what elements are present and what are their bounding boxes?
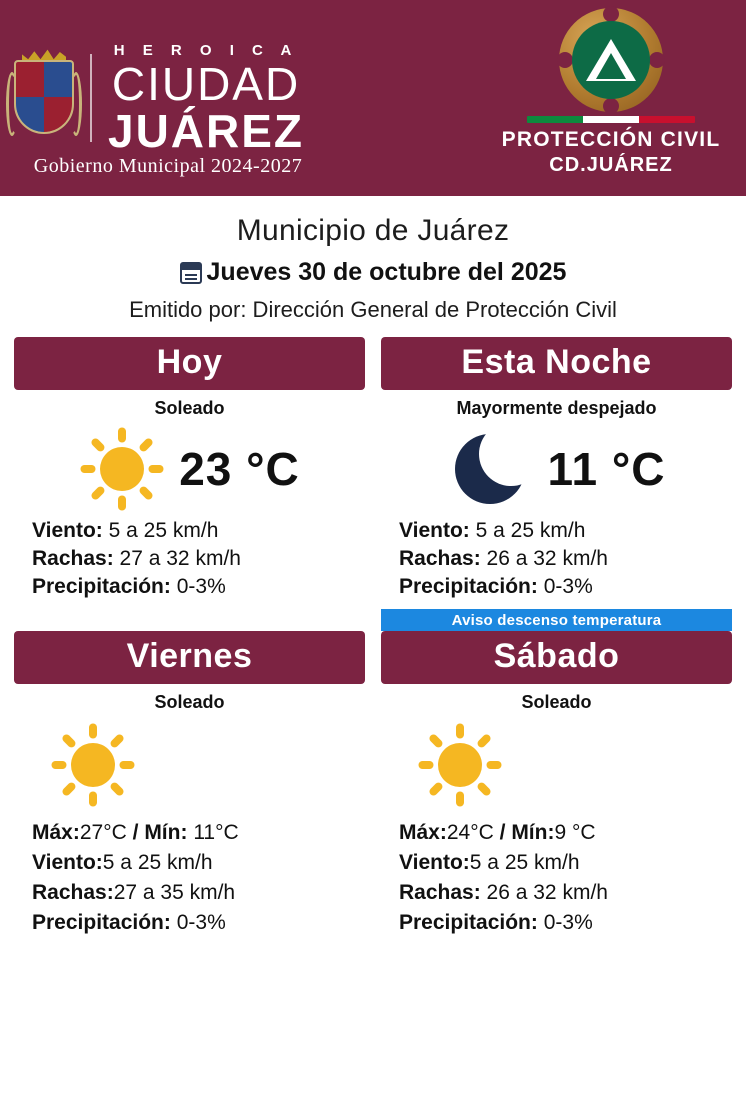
value-precipitacion: 0-3% xyxy=(176,911,226,934)
separator-slash: / xyxy=(132,821,139,844)
footer-spacer xyxy=(0,947,746,971)
label-max: Máx: xyxy=(399,821,447,844)
detail-max-min xyxy=(32,821,361,845)
detail-rachas xyxy=(32,881,361,905)
calendar-icon xyxy=(180,262,202,284)
detail-precipitacion xyxy=(32,575,361,599)
page-header xyxy=(0,0,746,196)
sun-icon xyxy=(79,426,165,512)
proteccion-civil-title: PROTECCIÓN CIVIL xyxy=(501,128,721,151)
report-date: Jueves 30 de octubre del 2025 xyxy=(206,258,567,286)
label-viento: Viento: xyxy=(32,851,103,874)
proteccion-civil-emblem-icon xyxy=(559,8,663,112)
card-title: Viernes xyxy=(14,631,365,684)
wordmark-heroica: H E R O I C A xyxy=(113,41,299,59)
card-title: Sábado xyxy=(381,631,732,684)
detail-rachas xyxy=(32,547,361,571)
label-precipitacion: Precipitación: xyxy=(32,575,171,598)
detail-viento xyxy=(32,851,361,875)
card-details xyxy=(381,821,732,935)
card-condition: Mayormente despejado xyxy=(456,398,657,418)
detail-rachas xyxy=(399,547,728,571)
detail-viento xyxy=(399,851,728,875)
label-rachas: Rachas: xyxy=(399,881,481,904)
issued-by-text: Emitido por: Dirección General de Protección Civil xyxy=(129,297,617,322)
label-precipitacion: Precipitación: xyxy=(399,911,538,934)
separator-slash: / xyxy=(499,821,506,844)
card-details xyxy=(14,821,365,935)
value-precipitacion: 0-3% xyxy=(176,575,226,598)
value-max: 27°C xyxy=(79,821,127,844)
forecast-card-viernes xyxy=(14,631,365,947)
value-precipitacion: 0-3% xyxy=(543,911,593,934)
detail-viento xyxy=(399,519,728,543)
moon-icon xyxy=(447,426,533,512)
status-badge: Aviso descenso temperatura xyxy=(381,609,732,631)
label-rachas: Rachas: xyxy=(32,547,114,570)
forecast-card-hoy xyxy=(14,337,365,609)
detail-max-min xyxy=(399,821,728,845)
card-title: Hoy xyxy=(14,337,365,390)
detail-precipitacion xyxy=(399,575,728,599)
municipality-title: Municipio de Juárez xyxy=(236,214,510,247)
city-wordmark xyxy=(108,42,304,155)
gobierno-municipal-text: Gobierno Municipal 2024-2027 xyxy=(33,155,303,177)
value-viento: 5 a 25 km/h xyxy=(475,519,586,542)
detail-precipitacion xyxy=(399,911,728,935)
label-precipitacion: Precipitación: xyxy=(399,575,538,598)
label-rachas: Rachas: xyxy=(399,547,481,570)
card-condition: Soleado xyxy=(154,692,225,712)
card-icon xyxy=(381,717,732,813)
value-min: 11°C xyxy=(193,821,239,844)
label-viento: Viento: xyxy=(32,519,103,542)
card-temperature: 11 °C xyxy=(547,443,666,495)
card-icon xyxy=(14,717,365,813)
forecast-grid xyxy=(0,337,746,947)
municipal-brand xyxy=(0,42,330,155)
forecast-card-sabado xyxy=(381,612,732,947)
label-viento: Viento: xyxy=(399,519,470,542)
value-min: 9 °C xyxy=(554,821,596,844)
value-viento: 5 a 25 km/h xyxy=(108,519,219,542)
card-title: Esta Noche xyxy=(381,337,732,390)
label-precipitacion: Precipitación: xyxy=(32,911,171,934)
card-icon-temp xyxy=(381,421,732,517)
report-intro xyxy=(0,196,746,323)
coat-of-arms-icon xyxy=(8,46,80,150)
proteccion-civil-subtitle: CD.JUÁREZ xyxy=(549,154,673,176)
forecast-card-esta-noche xyxy=(381,337,732,609)
sun-icon xyxy=(417,722,503,808)
detail-rachas xyxy=(399,881,728,905)
card-condition: Soleado xyxy=(154,398,225,418)
date-row xyxy=(0,258,746,287)
proteccion-civil-brand xyxy=(496,8,726,177)
label-viento: Viento: xyxy=(399,851,470,874)
card-details xyxy=(381,519,732,599)
detail-viento xyxy=(32,519,361,543)
value-rachas: 26 a 32 km/h xyxy=(486,547,608,570)
detail-precipitacion xyxy=(32,911,361,935)
wordmark-ciudad: CIUDAD xyxy=(111,57,301,110)
label-rachas: Rachas: xyxy=(32,881,114,904)
value-viento: 5 a 25 km/h xyxy=(102,851,213,874)
mexico-flag-bar-icon xyxy=(527,116,695,123)
card-details xyxy=(14,519,365,599)
card-icon-temp xyxy=(14,421,365,517)
wordmark-juarez: JUÁREZ xyxy=(108,104,305,157)
value-rachas: 26 a 32 km/h xyxy=(486,881,608,904)
label-max: Máx: xyxy=(32,821,80,844)
value-viento: 5 a 25 km/h xyxy=(469,851,580,874)
label-min: Mín: xyxy=(144,821,188,844)
brand-divider xyxy=(90,54,92,142)
value-rachas: 27 a 35 km/h xyxy=(113,881,236,904)
card-condition: Soleado xyxy=(521,692,592,712)
card-temperature: 23 °C xyxy=(179,443,300,495)
value-max: 24°C xyxy=(446,821,494,844)
value-precipitacion: 0-3% xyxy=(543,575,593,598)
sun-icon xyxy=(50,722,136,808)
value-rachas: 27 a 32 km/h xyxy=(119,547,241,570)
label-min: Mín: xyxy=(511,821,555,844)
